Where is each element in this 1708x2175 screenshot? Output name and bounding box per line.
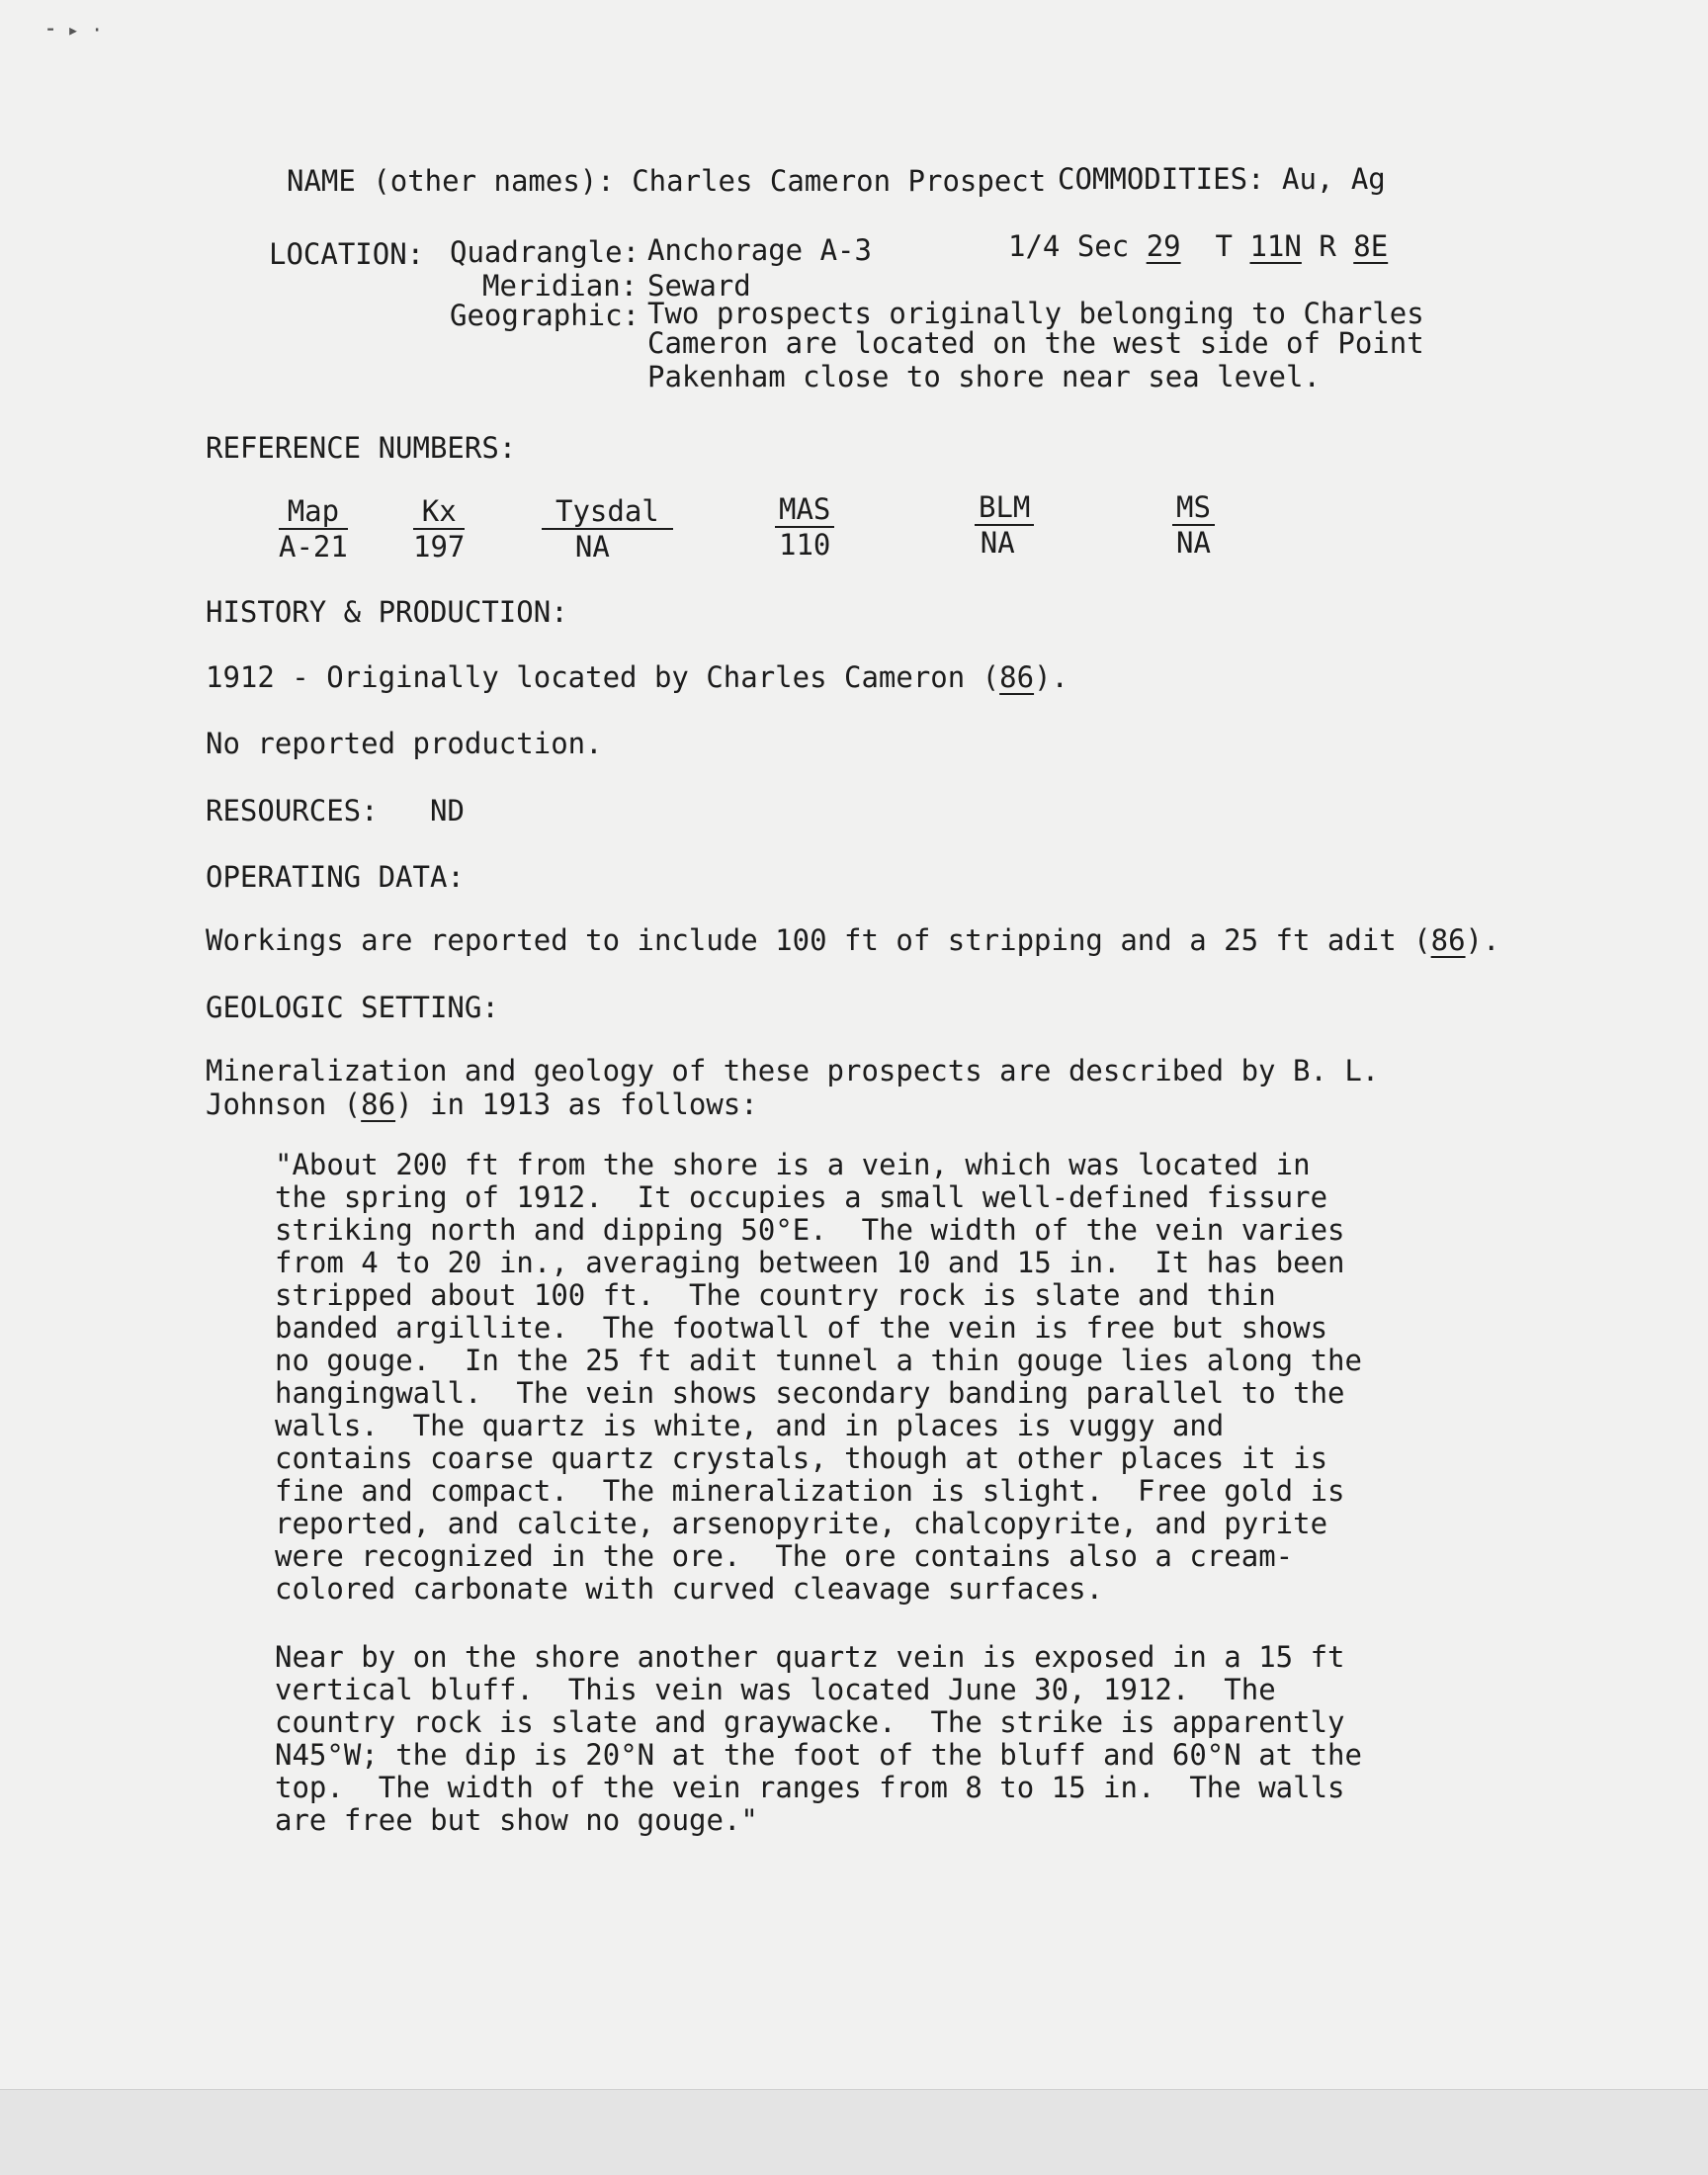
geologic-intro-line-1: Mineralization and geology of these prospects are described by B. L. [206, 1054, 1380, 1088]
ref-blm-value: NA [980, 526, 1015, 560]
quadrangle-value: Anchorage A-3 [647, 233, 872, 267]
meridian-label: Meridian: [482, 269, 639, 303]
geographic-line-3: Pakenham close to shore near sea level. [647, 360, 1321, 393]
history-line-1-text: 1912 - Originally located by Charles Cameron ( [206, 660, 1000, 694]
ref-tysdal-value: NA [574, 530, 610, 564]
geologic-intro-line-2 [206, 1088, 758, 1121]
ref-ms-value: NA [1176, 526, 1211, 560]
ref-ms [1172, 492, 1215, 558]
commodities-line [1058, 162, 1386, 196]
quote-paragraph-1: "About 200 ft from the shore is a vein, which was located in the spring of 1912. It occupies a small well-defined fissure striking north and dipping 50°E. The width of the vein varies from 4 to 20 in., averaging between 10 and 15 in. It has been stripped about 100 ft. The country rock is slate and thin banded argillite. The footwall of the vein is free but shows no gouge. In the 25 ft adit tunnel a thin gouge lies along the hangingwall. The vein shows secondary banding parallel to the walls. The quartz is white, and in places is vuggy and contains coarse quartz crystals, though at other places it is fine and compact. The mineralization is slight. Free gold is reported, and calcite, arsenopyrite, chalcopyrite, and pyrite were recognized in the ore. The ore contains also a cream- colored carbonate with curved cleavage surfaces. [275, 1148, 1362, 1606]
ref-ms-label: MS [1172, 492, 1215, 526]
quote-paragraph-2: Near by on the shore another quartz vein is exposed in a 15 ft vertical bluff. This vein was located June 30, 1912. The country rock is slate and graywacke. The strike is apparently N45°W; the dip is 20°N at the foot of the bluff and 60°N at the top. The width of the vein ranges from 8 to 15 in. The walls are free but show no gouge." [275, 1640, 1362, 1837]
ref-mas [775, 494, 834, 560]
r-label: R [1319, 229, 1336, 263]
operating-text-suffix: ). [1465, 923, 1500, 957]
history-heading: HISTORY & PRODUCTION: [206, 595, 568, 629]
history-line-1 [206, 660, 1068, 694]
geologic-heading: GEOLOGIC SETTING: [206, 991, 499, 1024]
resources-value: ND [430, 794, 465, 827]
ref-mas-value: 110 [779, 528, 831, 562]
location-label: LOCATION: [269, 237, 425, 271]
resources-label: RESOURCES: [206, 794, 379, 827]
history-line-2: No reported production. [206, 727, 603, 760]
operating-heading: OPERATING DATA: [206, 860, 465, 894]
geologic-intro-prefix: Johnson ( [206, 1088, 362, 1121]
ref-tysdal-label: Tysdal [542, 496, 673, 530]
ref-blm [975, 492, 1034, 558]
geographic-line-2: Cameron are located on the west side of Point [647, 326, 1424, 360]
scan-speck: ⁃ ▸ · [45, 18, 104, 42]
ref-kx-value: 197 [413, 530, 466, 564]
quarter-sec-label: 1/4 Sec [1008, 229, 1130, 263]
t-label: T [1215, 229, 1233, 263]
ref-map [279, 496, 348, 562]
geologic-ref: 86 [361, 1088, 396, 1121]
r-value: 8E [1353, 229, 1389, 263]
resources-line [206, 794, 465, 827]
township-line [1008, 229, 1388, 263]
ref-kx [413, 496, 465, 562]
reference-numbers-heading: REFERENCE NUMBERS: [206, 431, 517, 465]
name-line [287, 164, 1046, 198]
ref-mas-label: MAS [775, 494, 834, 528]
scan-edge [0, 2089, 1708, 2175]
ref-map-label: Map [279, 496, 348, 530]
ref-blm-label: BLM [975, 492, 1034, 526]
commodities-label: COMMODITIES: [1058, 162, 1265, 196]
name-value: Charles Cameron Prospect [632, 164, 1047, 198]
geographic-label: Geographic: [450, 299, 640, 332]
geologic-intro-suffix: ) in 1913 as follows: [395, 1088, 758, 1121]
commodities-value: Au, Ag [1281, 162, 1386, 196]
operating-text-main: Workings are reported to include 100 ft of stripping and a 25 ft adit ( [206, 923, 1431, 957]
ref-map-value: A-21 [279, 530, 348, 564]
geographic-line-1: Two prospects originally belonging to Charles [647, 297, 1424, 330]
ref-kx-label: Kx [413, 496, 465, 530]
meridian-value: Seward [647, 269, 751, 303]
name-label: NAME (other names): [287, 164, 615, 198]
history-line-1-suffix: ). [1034, 660, 1068, 694]
history-ref: 86 [999, 660, 1035, 694]
sec-value: 29 [1146, 229, 1181, 263]
quadrangle-label: Quadrangle: [450, 235, 640, 269]
ref-tysdal [542, 496, 673, 562]
t-value: 11N [1249, 229, 1302, 263]
operating-text [206, 923, 1499, 957]
operating-ref: 86 [1430, 923, 1466, 957]
